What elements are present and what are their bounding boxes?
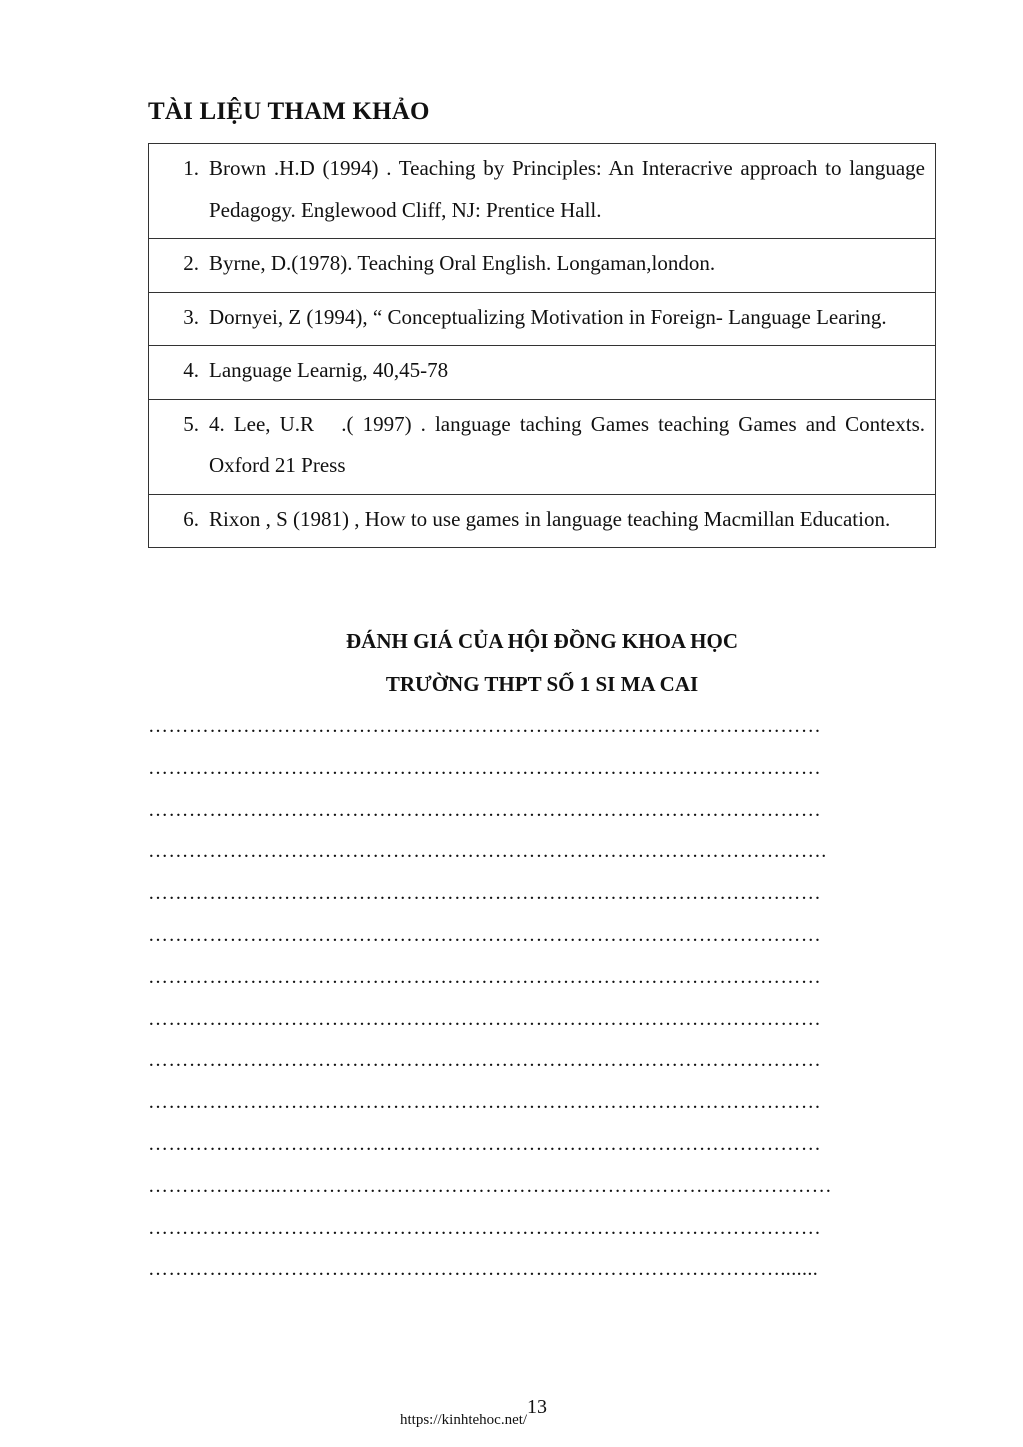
references-table — [148, 143, 936, 548]
reference-text: Language Learnig, 40,45-78 — [209, 358, 449, 382]
dotted-line: ……………………………………………………………………………………… — [148, 1007, 822, 1030]
reference-text: Rixon , S (1981) , How to use games in language teaching Macmillan Education. — [209, 506, 891, 531]
reference-row — [149, 494, 936, 548]
dotted-line: ……………………………………………………………………………………… — [148, 965, 822, 988]
reference-row — [149, 239, 936, 293]
dotted-line: ……………………………………………………………………………………… — [148, 1132, 822, 1155]
reference-text: Byrne, D.(1978). Teaching Oral English. Longaman,london. — [209, 251, 716, 275]
dotted-line: ………………..……………………………………………………………………… — [148, 1174, 832, 1197]
reference-text: Dornyei, Z (1994), “ Conceptualizing Motivation in Foreign- Language Learing. — [209, 304, 887, 329]
dotted-line: ……………………………………………………………………………………… — [148, 1049, 822, 1072]
reference-number: 1. — [183, 156, 199, 180]
reference-row — [149, 292, 936, 346]
evaluation-subtitle: TRƯỜNG THPT SỐ 1 SI MA CAI — [385, 672, 699, 696]
references-heading: TÀI LIỆU THAM KHẢO — [148, 98, 430, 125]
page-number: 13 — [527, 1396, 547, 1418]
dotted-line: …………………………………………………………………………………....... — [148, 1258, 819, 1281]
evaluation-title: ĐÁNH GIÁ CỦA HỘI ĐỒNG KHOA HỌC — [345, 629, 739, 653]
reference-row — [149, 144, 936, 239]
dotted-line: ……………………………………………………………………………………… — [148, 882, 822, 905]
dotted-line: ……………………………………………………………………………………… — [148, 1216, 822, 1239]
dotted-line: ……………………………………………………………………………………… — [148, 923, 822, 946]
reference-text: Brown .H.D (1994) . Teaching by Principles: An Interacrive approach to language Pedagogy. Englewood Cliff, NJ: Prentice Hall. — [209, 156, 925, 222]
dotted-line: ……………………………………………………………………………………… — [148, 715, 822, 737]
source-url[interactable]: https://kinhtehoc.net/ — [400, 1412, 528, 1428]
reference-number: 5. — [183, 411, 199, 436]
dotted-line: ………………………………………………………………………………………. — [148, 840, 827, 863]
dotted-line: ……………………………………………………………………………………… — [148, 1091, 822, 1114]
reference-number: 6. — [183, 506, 199, 531]
dotted-line: ……………………………………………………………………………………… — [148, 756, 822, 779]
evaluation-dotted-lines — [148, 712, 948, 1297]
reference-row — [149, 399, 936, 494]
reference-number: 4. — [183, 358, 199, 382]
reference-number: 3. — [183, 304, 199, 329]
reference-text: 4. Lee, U.R .( 1997) . language taching Games teaching Games and Contexts. Oxford 21 Press — [209, 411, 931, 477]
dotted-line: ……………………………………………………………………………………… — [148, 798, 822, 821]
reference-number: 2. — [183, 251, 199, 275]
reference-row — [149, 346, 936, 400]
